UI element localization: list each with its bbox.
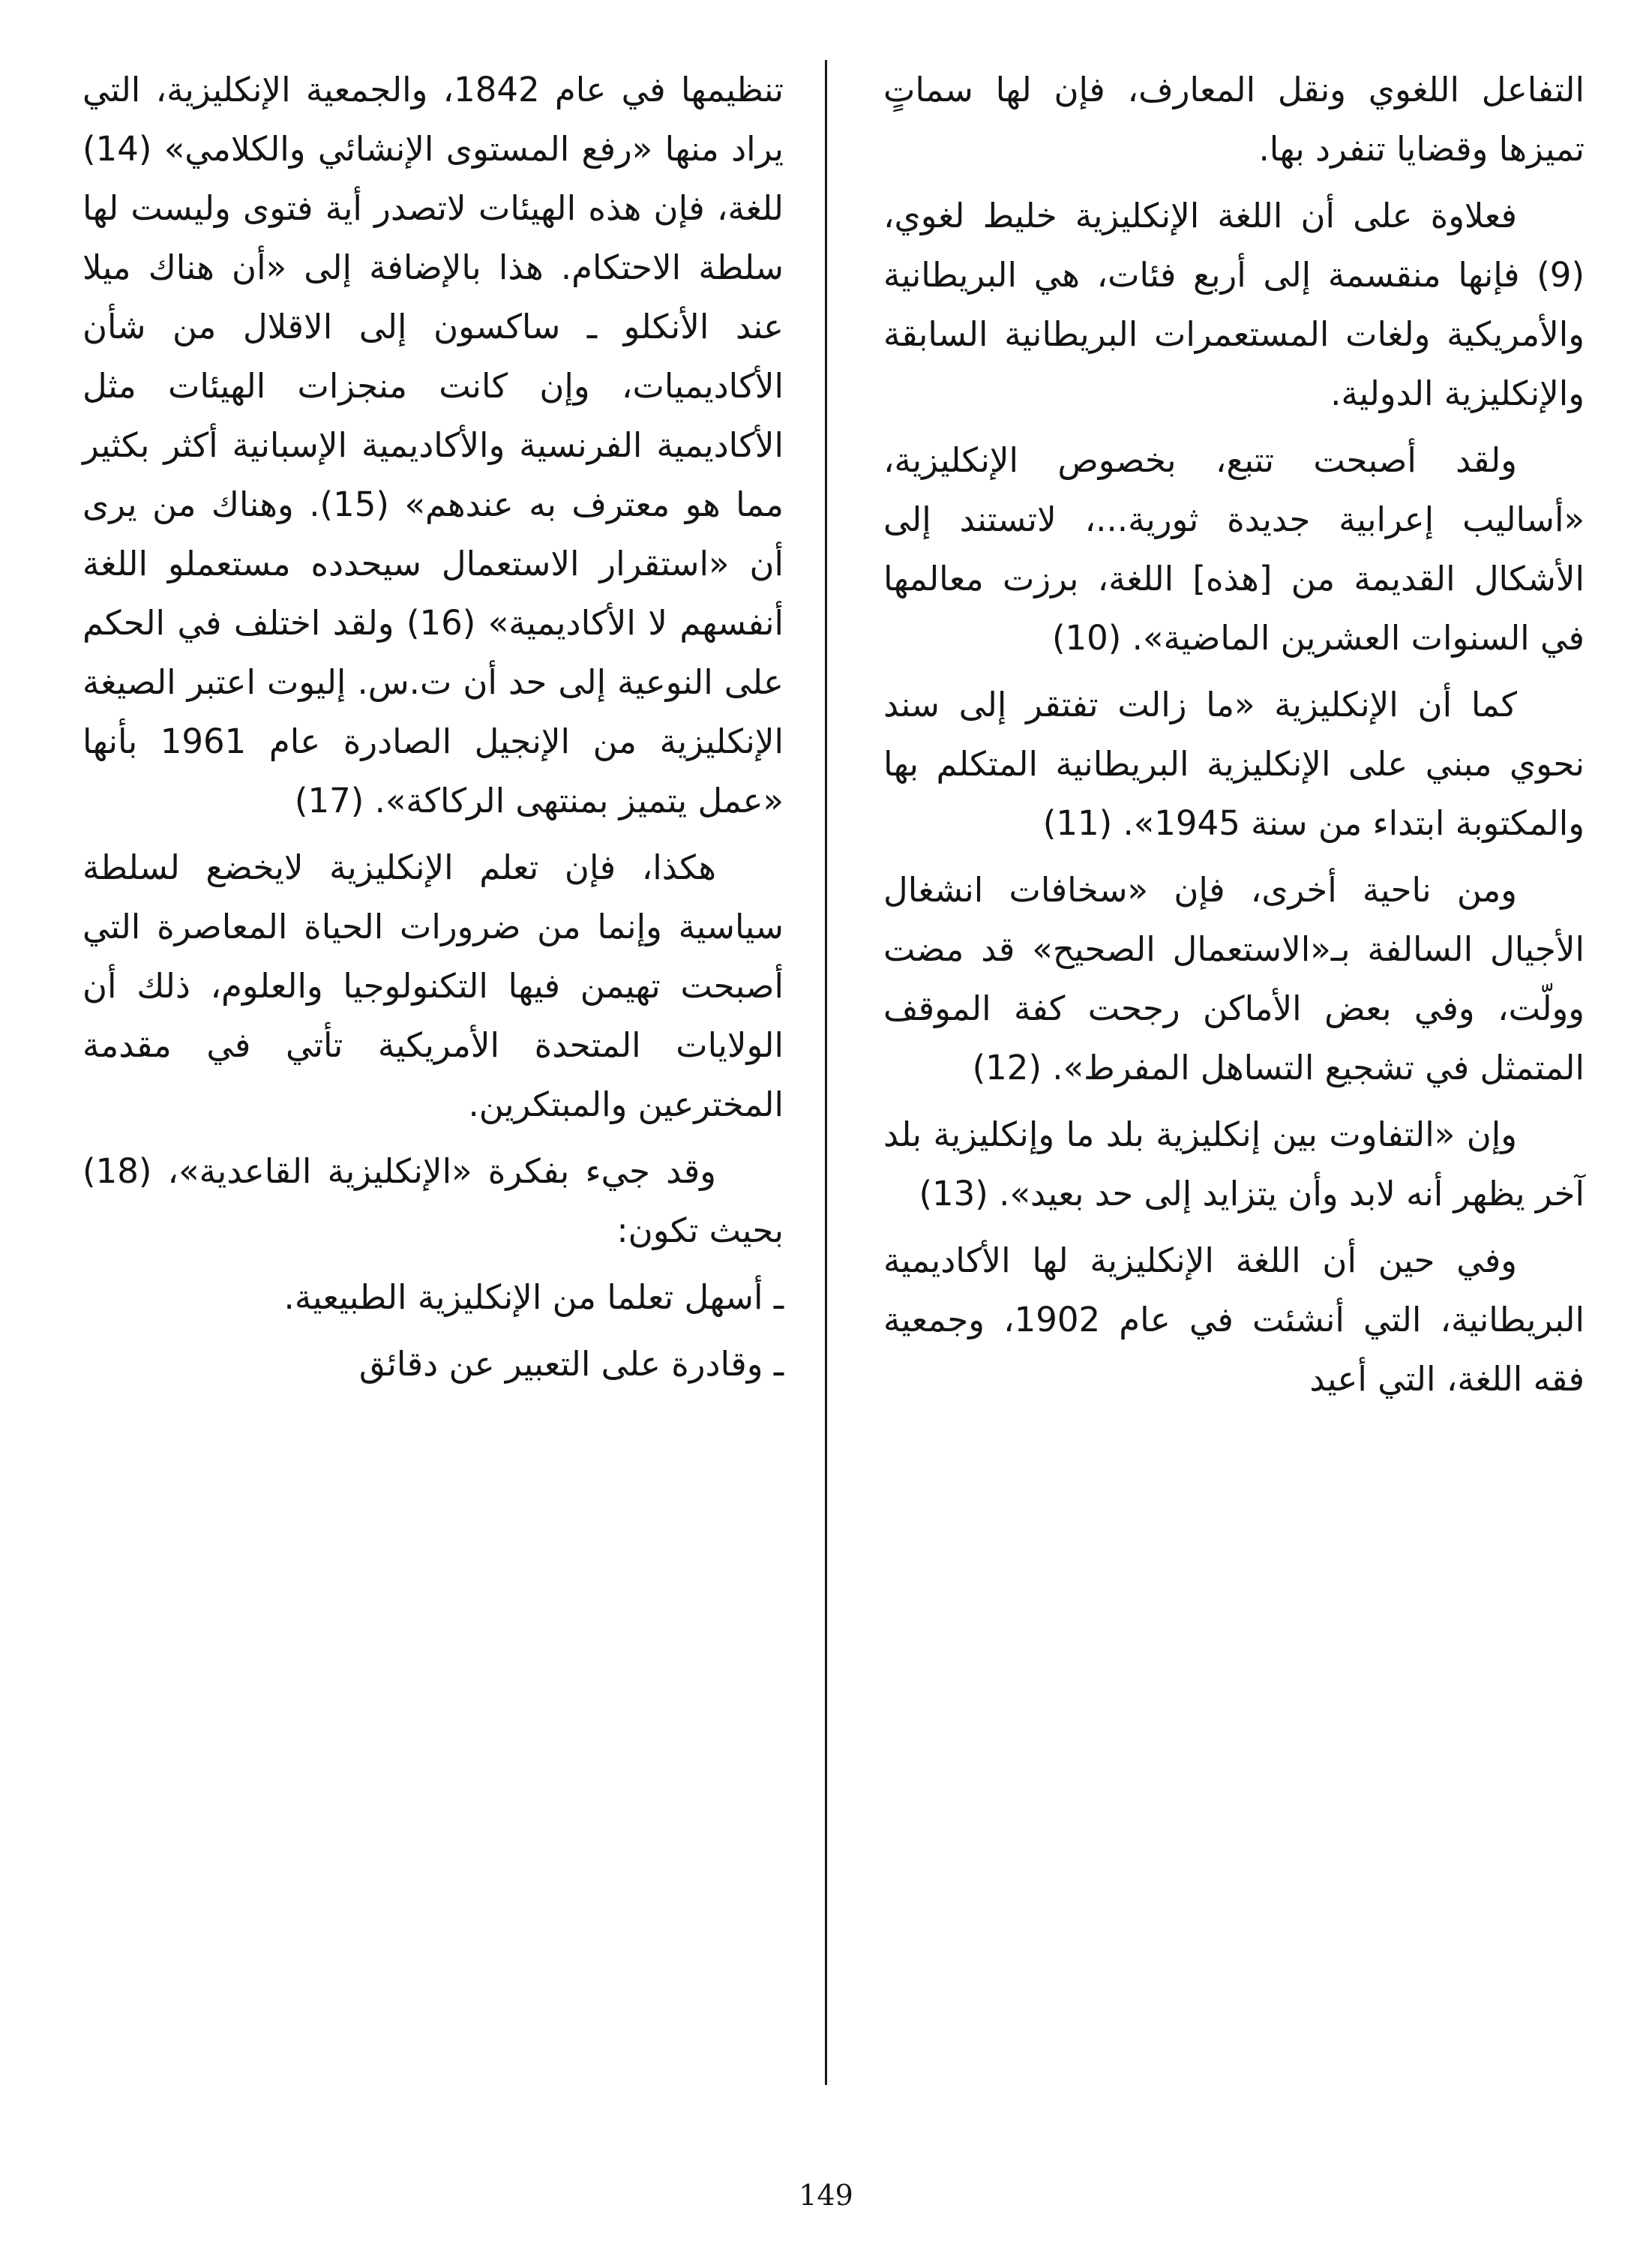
paragraph: وإن «التفاوت بين إنكليزية بلد ما وإنكليزية بلد آخر يظهر أنه لابد وأن يتزايد إلى حد بعيد». (13) [883, 1114, 1585, 1214]
paragraph: ولقد أصبحت تتبع، بخصوص الإنكليزية، «أساليب إعرابية جديدة ثورية...، لاتستند إلى الأشكال القديمة من [هذه] اللغة، برزت معالمها في السنوات العشرين الماضية». (10) [883, 440, 1585, 658]
paragraph: فعلاوة على أن اللغة الإنكليزية خليط لغوي،(9) فإنها منقسمة إلى أربع فئات، هي البريطانية والأمريكية ولغات المستعمرات البريطانية السابقة والإنكليزية الدولية. [883, 196, 1585, 413]
left-column [82, 60, 784, 1394]
paragraph: هكذا، فإن تعلم الإنكليزية لايخضع لسلطة سياسية وإنما من ضرورات الحياة المعاصرة التي أصبحت تهيمن فيها التكنولوجيا والعلوم، ذلك أن الولايات المتحدة الأمريكية تأتي في مقدمة المخترعين والمبتكرين. [82, 848, 784, 1124]
paragraph: تنظيمها في عام 1842، والجمعية الإنكليزية، التي يراد منها «رفع المستوى الإنشائي والكلامي» (14) للغة، فإن هذه الهيئات لاتصدر أية فتوى وليست لها سلطة الاحتكام. هذا بالإضافة إلى «أن هناك ميلا عند الأنكلو ـ ساكسون إلى الاقلال من شأن الأكاديميات، وإن كانت منجزات الهيئات مثل الأكاديمية الفرنسية والأكاديمية الإسبانية أكثر بكثير مما هو معترف به عندهم» (15). وهناك من يرى أن «استقرار الاستعمال سيحدده مستعملو اللغة أنفسهم لا الأكاديمية» (16) ولقد اختلف في الحكم على النوعية إلى حد أن ت.س. إليوت اعتبر الصيغة الإنكليزية من الإنجيل الصادرة عام 1961 بأنها «عمل يتميز بمنتهى الركاكة». (17) [82, 70, 784, 820]
list-item: ـ أسهل تعلما من الإنكليزية الطبيعية. [283, 1277, 784, 1317]
right-column [883, 60, 1585, 1408]
paragraph: التفاعل اللغوي ونقل المعارف، فإن لها سماتٍ تميزها وقضايا تنفرد بها. [883, 70, 1585, 169]
paragraph: ومن ناحية أخرى، فإن «سخافات انشغال الأجيال السالفة بـ«الاستعمال الصحيح» قد مضت وولّت، وفي بعض الأماكن رجحت كفة الموقف المتمثل في تشجيع التساهل المفرط». (12) [883, 870, 1585, 1088]
page-number: 149 [799, 2179, 853, 2212]
paragraph: وفي حين أن اللغة الإنكليزية لها الأكاديمية البريطانية، التي أنشئت في عام 1902، وجمعية فقه اللغة، التي أعيد [883, 1240, 1585, 1399]
paragraph: وقد جيء بفكرة «الإنكليزية القاعدية»، (18) بحيث تكون: [82, 1151, 784, 1250]
paragraph: كما أن الإنكليزية «ما زالت تفتقر إلى سند نحوي مبني على الإنكليزية البريطانية المتكلم بها والمكتوبة ابتداء من سنة 1945». (11) [883, 685, 1585, 843]
column-divider [825, 60, 827, 2085]
list-item: ـ وقادرة على التعبير عن دقائق [358, 1344, 784, 1384]
